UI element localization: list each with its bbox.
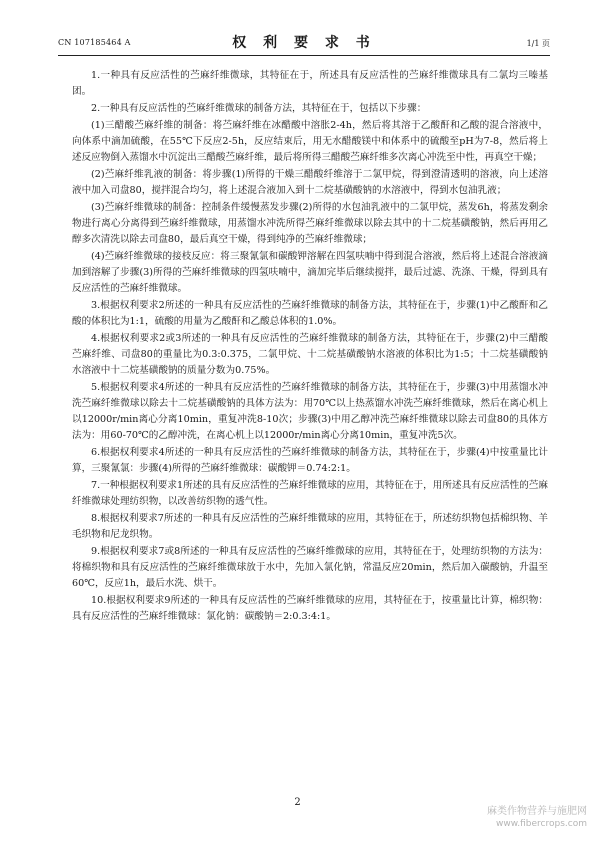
watermark-site-name: 麻类作物营养与施肥网 [487, 806, 587, 817]
page-index: 1/1 页 [526, 39, 550, 48]
claim-5: 5.根据权利要求4所述的一种具有反应活性的苎麻纤维微球的制备方法，其特征在于，步骤(3)中用蒸馏水冲洗苎麻纤维微球以除去十二烷基磺酸钠的具体方法为：用70℃以上热蒸馏水冲洗苎麻纤维微球，然后在离心机上以12000r/min离心分离10min，重复冲洗8-10次；步骤(3)中用乙醇冲洗苎麻纤维微球以除去司盘80的具体方法为：用60-70℃的乙醇冲洗，在离心机上以12000r/min离心分离10min，重复冲洗5次。 [72, 381, 548, 442]
document-header [58, 30, 550, 52]
claim-2-step-1: (1)三醋酸苎麻纤维的制备：将苎麻纤维在冰醋酸中溶胀2-4h，然后将其溶于乙酸酐和乙酸的混合溶液中，向体系中滴加硫酸，在55℃下反应2-5h，反应结束后，用无水醋酸镁中和体系中的硫酸至pH为7-8，然后将上述反应物倒入蒸馏水中沉淀出三醋酸苎麻纤维，最后将所得三醋酸苎麻纤维多次离心冲洗至中性，再真空干燥； [72, 119, 548, 164]
claim-8: 8.根据权利要求7所述的一种具有反应活性的苎麻纤维微球的应用，其特征在于，所述纺织物包括棉织物、羊毛织物和尼龙织物。 [72, 512, 548, 541]
claim-2-step-4: (4)苎麻纤维微球的接枝反应：将三聚氰氯和碳酸钾溶解在四氢呋喃中得到混合溶液，然后将上述混合溶液滴加到溶解了步骤(3)所得的苎麻纤维微球的四氢呋喃中，滴加完毕后继续搅拌，最后过滤、洗涤、干燥，得到具有反应活性的苎麻纤维微球。 [72, 250, 548, 295]
page-title: 权 利 要 求 书 [232, 35, 376, 51]
page-number: 2 [294, 797, 301, 808]
claim-10: 10.根据权利要求9所述的一种具有反应活性的苎麻纤维微球的应用，其特征在于，按重量比计算，棉织物：具有反应活性的苎麻纤维微球：氯化钠：碳酸钠＝2:0.3:4:1。 [72, 595, 548, 623]
claim-3: 3.根据权利要求2所述的一种具有反应活性的苎麻纤维微球的制备方法，其特征在于，步骤(1)中乙酸酐和乙酸的体积比为1:1，硫酸的用量为乙酸酐和乙酸总体积的1.0%。 [72, 299, 548, 328]
claim-6: 6.根据权利要求4所述的一种具有反应活性的苎麻纤维微球的制备方法，其特征在于，步骤(4)中按重量比计算，三聚氰氯：步骤(4)所得的苎麻纤维微球：碳酸钾＝0.74:2:1。 [72, 447, 548, 475]
claim-7: 7.一种根据权利要求1所述的具有反应活性的苎麻纤维微球的应用，其特征在于，用所述具有反应活性的苎麻纤维微球处理纺织物，以改善纺织物的透气性。 [72, 480, 548, 508]
watermark-url: www.fibercrops.com [496, 819, 587, 829]
claims-body [72, 68, 548, 626]
header-divider [58, 55, 550, 56]
claim-9: 9.根据权利要求7或8所述的一种具有反应活性的苎麻纤维微球的应用，其特征在于，处理纺织物的方法为：将棉织物和具有反应活性的苎麻纤维微球放于水中，先加入氯化钠，常温反应20min，然后加入碳酸钠，升温至60℃，反应1h，最后水洗、烘干。 [72, 545, 548, 590]
claim-1: 1.一种具有反应活性的苎麻纤维微球，其特征在于，所述具有反应活性的苎麻纤维微球具有二氯均三嗪基团。 [72, 70, 548, 98]
claim-2-step-2: (2)苎麻纤维乳液的制备：将步骤(1)所得的干燥三醋酸纤维溶于二氯甲烷，得到澄清透明的溶液，向上述溶液中加入司盘80，搅拌混合均匀，将上述混合液加入到十二烷基磺酸钠的水溶液中，得到水包油乳液； [72, 168, 548, 196]
claim-2: 2.一种具有反应活性的苎麻纤维微球的制备方法，其特征在于，包括以下步骤： [91, 102, 427, 114]
claim-2-step-3: (3)苎麻纤维微球的制备：控制条件缓慢蒸发步骤(2)所得的水包油乳液中的二氯甲烷，蒸发6h，将蒸发剩余物进行离心分离得到苎麻纤维微球，用蒸馏水冲洗所得苎麻纤维微球以除去其中的十二烷基磺酸钠，然后再用乙醇多次清洗以除去司盘80，最后真空干燥，得到纯净的苎麻纤维微球； [72, 201, 548, 246]
patent-number: CN 107185464 A [58, 38, 131, 47]
site-watermark [487, 805, 587, 831]
claim-4: 4.根据权利要求2或3所述的一种具有反应活性的苎麻纤维微球的制备方法，其特征在于，步骤(2)中三醋酸苎麻纤维、司盘80的重量比为0.3:0.375，二氯甲烷、十二烷基磺酸钠水溶液的体积比为1:5；十二烷基磺酸钠水溶液中十二烷基磺酸钠的质量分数为0.75%。 [72, 332, 548, 377]
